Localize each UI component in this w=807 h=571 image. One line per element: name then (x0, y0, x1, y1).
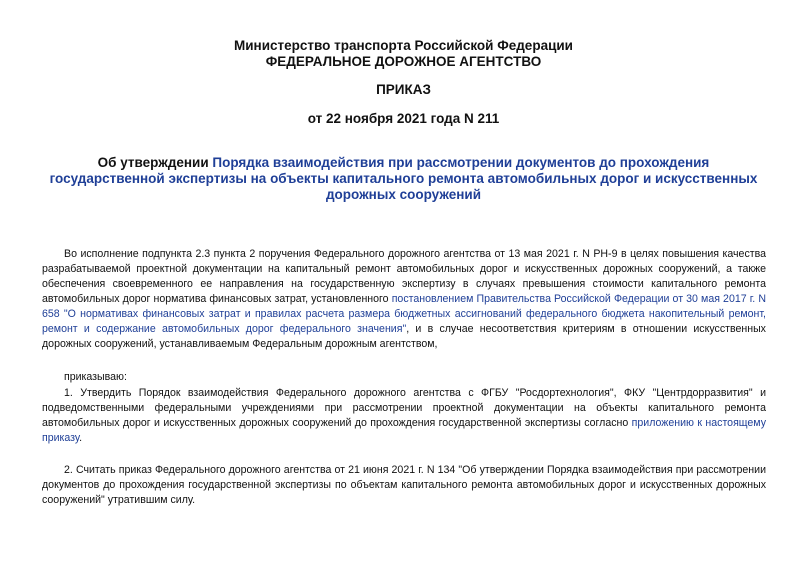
title-link[interactable]: Порядка взаимодействия при рассмотрении документов до прохождения государственной экспертизы на объекты капитального ремонта автомобильных дорог и искусственных дорожных сооружений (49, 155, 758, 202)
doc-type-heading: ПРИКАЗ (376, 82, 431, 97)
item-2-paragraph: 2. Считать приказ Федерального дорожного агентства от 21 июня 2021 г. N 134 "Об утверждении Порядка взаимодействия при рассмотрении документов до прохождения государственной экспертизы по объектам капитального ремонта автомобильных дорог и искусственных дорожных сооружений" утратившим силу. (42, 464, 766, 506)
preamble-text-2: , и в случае несоответствия критериям в отношении искусственных дорожных сооружений, устанавливаемым Федеральным дорожным агентством, (42, 323, 766, 350)
item-1-text-1: 1. Утвердить Порядок взаимодействия Федерального дорожного агентства с ФГБУ "Росдортехнология", ФКУ "Центрдорразвития" и подведомственными федеральными учреждениями при рассмотрении проектной документации на объекты капитального ремонта автомобильных дорог и искусственных дорожных сооружений до прохождения государственной экспертизы согласно (42, 387, 766, 429)
item-1-paragraph (42, 386, 766, 446)
government-decree-link[interactable]: постановлением Правительства Российской Федерации от 30 мая 2017 г. N 658 "О нормативах финансовых затрат и правилах расчета размера бюджетных ассигнований федерального бюджета накопительный ремонт, ремонт и содержание автомобильных дорог федерального значения" (42, 293, 767, 335)
agency-heading: ФЕДЕРАЛЬНОЕ ДОРОЖНОЕ АГЕНТСТВО (265, 54, 542, 69)
document-title (40, 155, 767, 203)
order-word: приказываю: (64, 371, 127, 383)
preamble-text-1: Во исполнение подпункта 2.3 пункта 2 поручения Федерального дорожного агентства от 13 мая 2021 г. N РН-9 в целях повышения качества разрабатываемой проектной документации на капитальный ремонт автомобильных дорог и искусственных дорожных сооружений, а также обеспечения своевременного ее направления на государственную экспертизу в случаях превышения стоимости капитального ремонта автомобильных дорог норматива финансовых затрат, установленного (42, 248, 766, 305)
appendix-link[interactable]: приложению к настоящему приказу (42, 417, 766, 444)
date-number-heading: от 22 ноября 2021 года N 211 (307, 111, 500, 126)
preamble-paragraph (42, 247, 766, 352)
item-1-text-2: . (79, 432, 83, 444)
ministry-heading: Министерство транспорта Российской Федерации (234, 38, 573, 53)
title-prefix: Об утверждении (97, 155, 213, 170)
